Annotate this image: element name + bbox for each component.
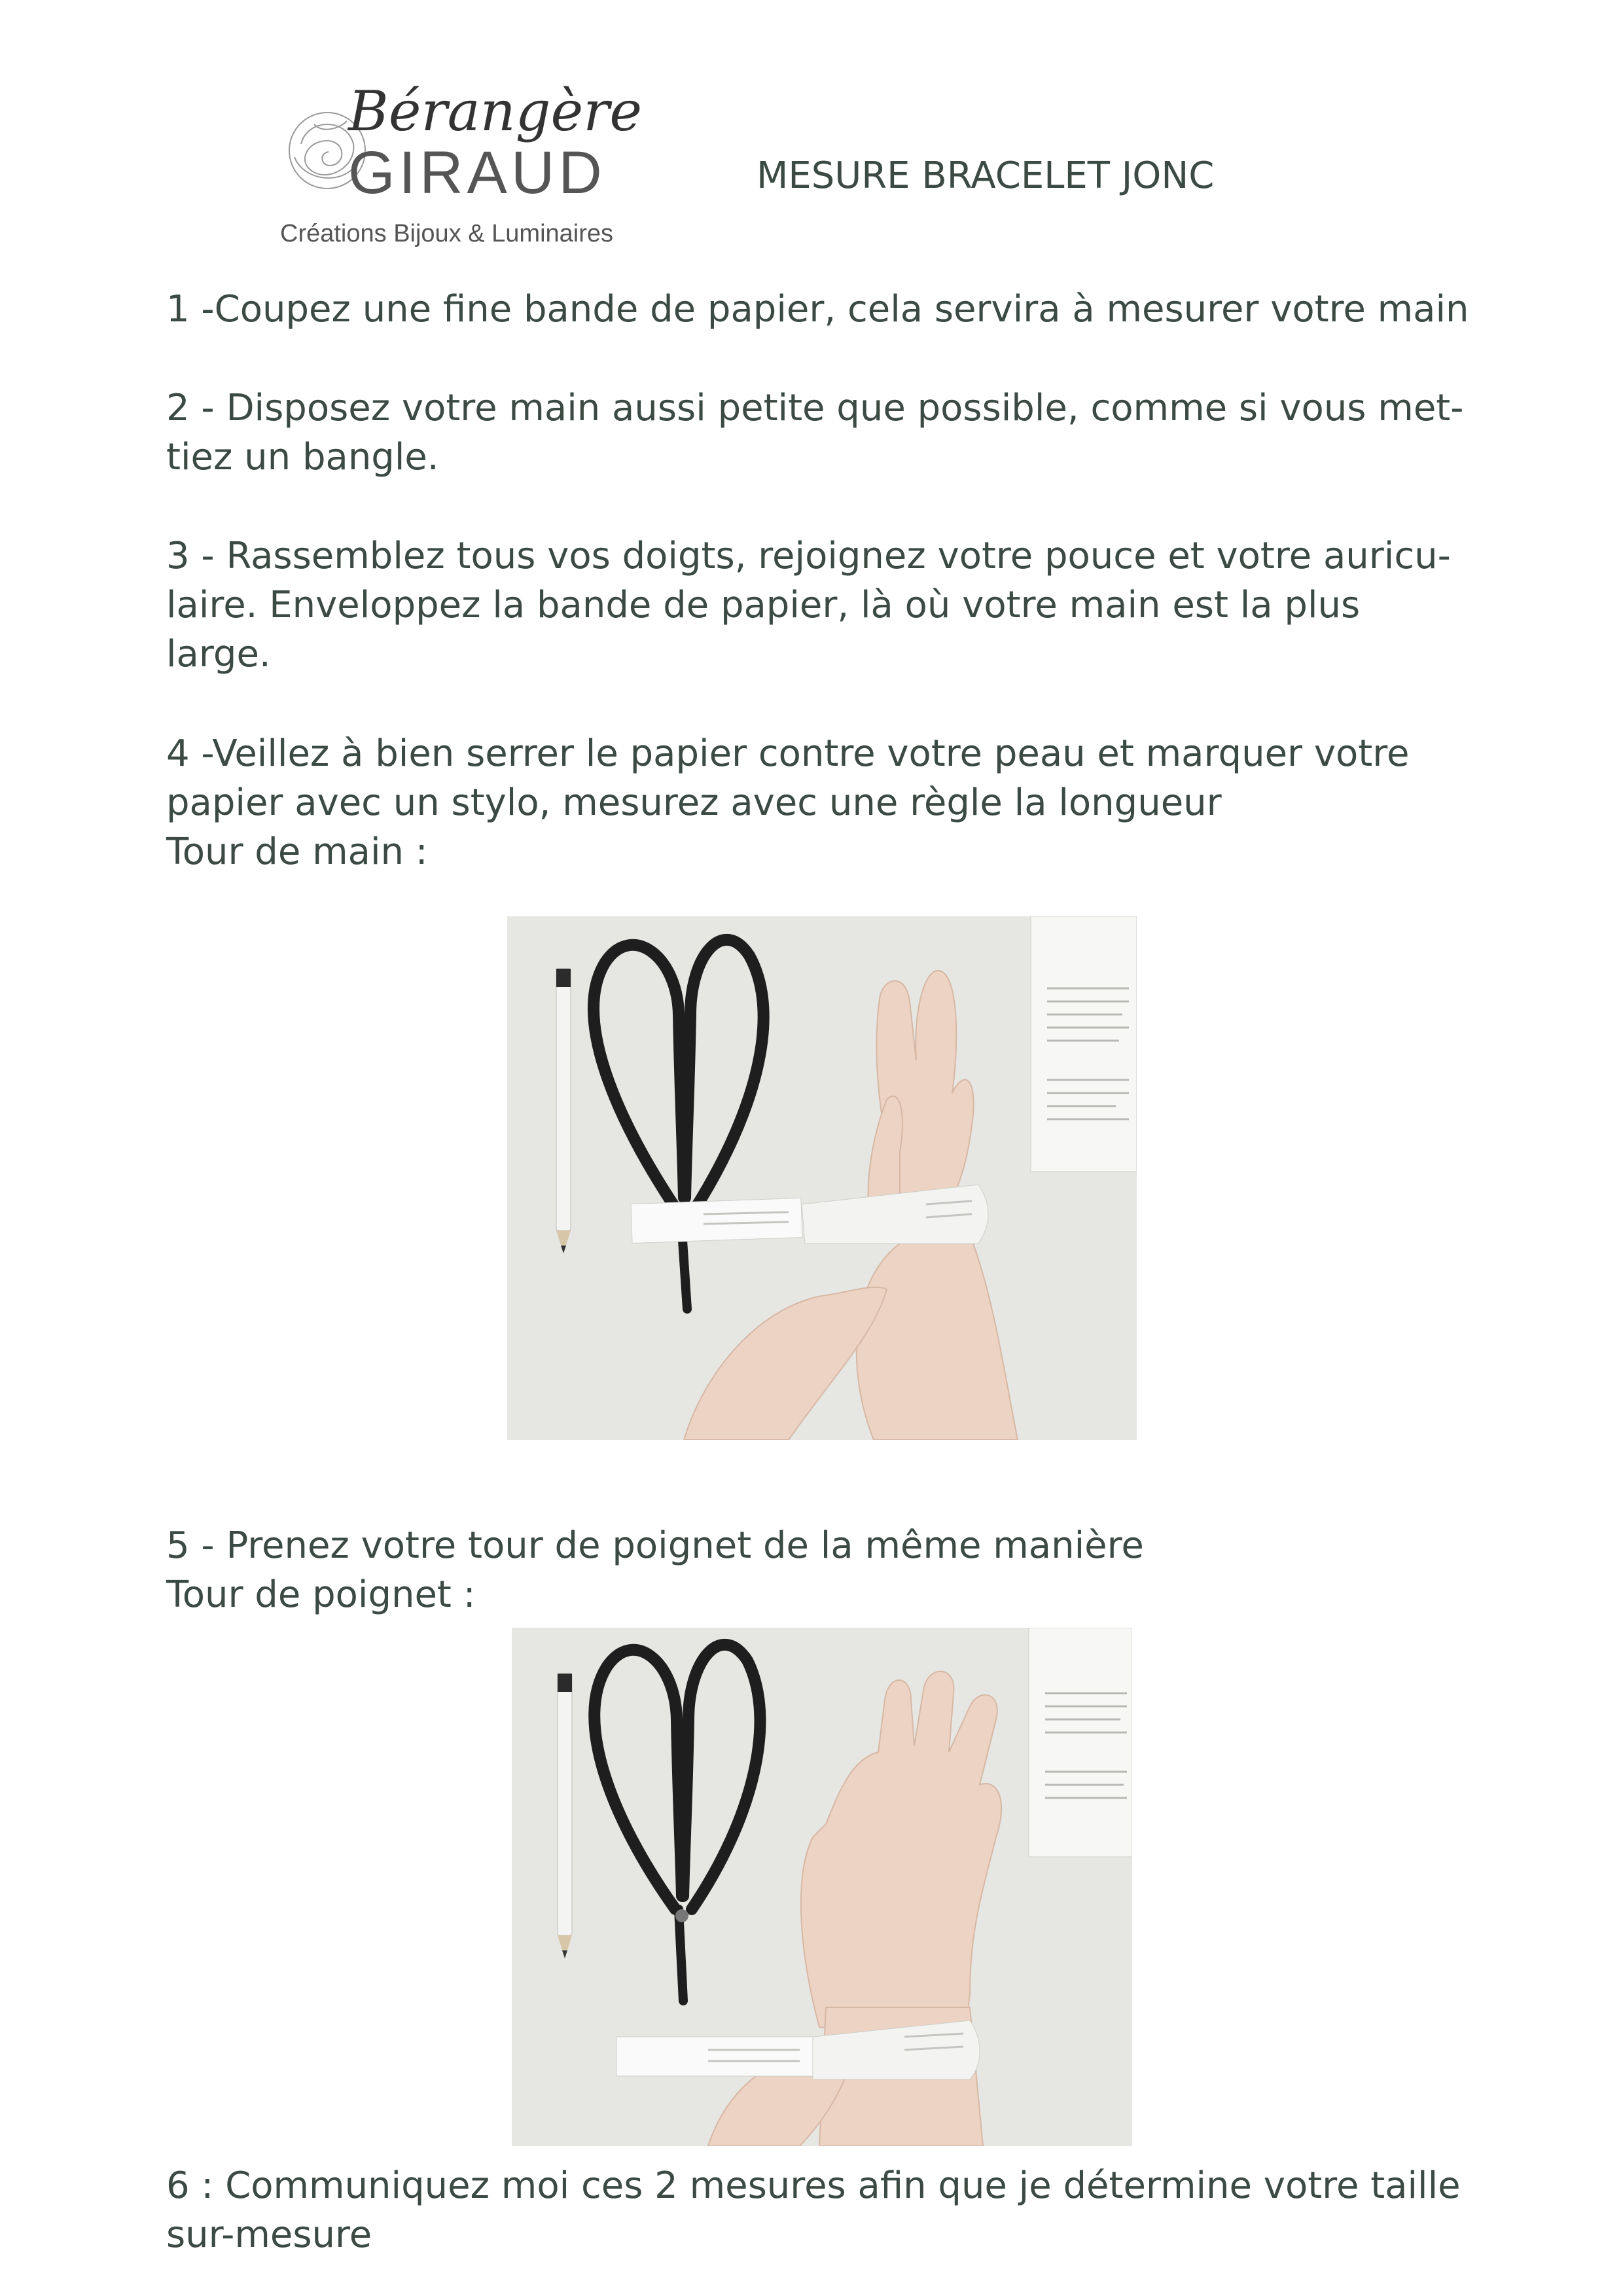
logo-tagline: Créations Bijoux & Luminaires [280,220,614,247]
step-4-line-1: 4 -Veillez à bien serrer le papier contre votre peau et marquer votre [166,732,1410,775]
wrist-measure-photo [512,1628,1132,2146]
page-title: MESURE BRACELET JONC [757,154,1215,197]
step-5-line-2: Tour de poignet : [166,1573,476,1616]
step-6-line-2: sur-mesure [166,2214,372,2256]
step-4-line-3: Tour de main : [166,831,428,873]
step-1 [166,285,1488,334]
book-icon [1029,1628,1132,1857]
step-3 [166,531,1488,679]
step-4-line-2: papier avec un stylo, mesurez avec une règle la longueur [166,781,1222,824]
step-2-line-1: 2 - Disposez votre main aussi petite que possible, comme si vous met- [166,387,1464,429]
step-6-line-1: 6 : Communiquez moi ces 2 mesures afin que je détermine votre taille [166,2164,1461,2207]
brand-logo [275,79,643,262]
step-4 [166,729,1488,876]
pencil-icon [558,1674,572,1958]
step-5-line-1: 5 - Prenez votre tour de poignet de la même manière [166,1524,1144,1567]
book-icon [1031,916,1137,1172]
step-3-line-1: 3 - Rassemblez tous vos doigts, rejoignez votre pouce et votre auricu- [166,535,1451,577]
hand-measure-photo [507,916,1137,1440]
pencil-icon [556,969,571,1253]
step-6 [166,2161,1488,2259]
step-5 [166,1521,1488,1619]
logo-script-name: Bérangère [348,79,643,143]
step-2-line-2: tiez un bangle. [166,436,439,478]
step-1-line-1: 1 -Coupez une fine bande de papier, cela servira à mesurer votre main [166,288,1469,331]
step-3-line-2: laire. Enveloppez la bande de papier, là où votre main est la plus [166,584,1361,626]
logo-name: GIRAUD [348,139,606,206]
step-3-line-3: large. [166,633,271,675]
step-2 [166,384,1488,482]
